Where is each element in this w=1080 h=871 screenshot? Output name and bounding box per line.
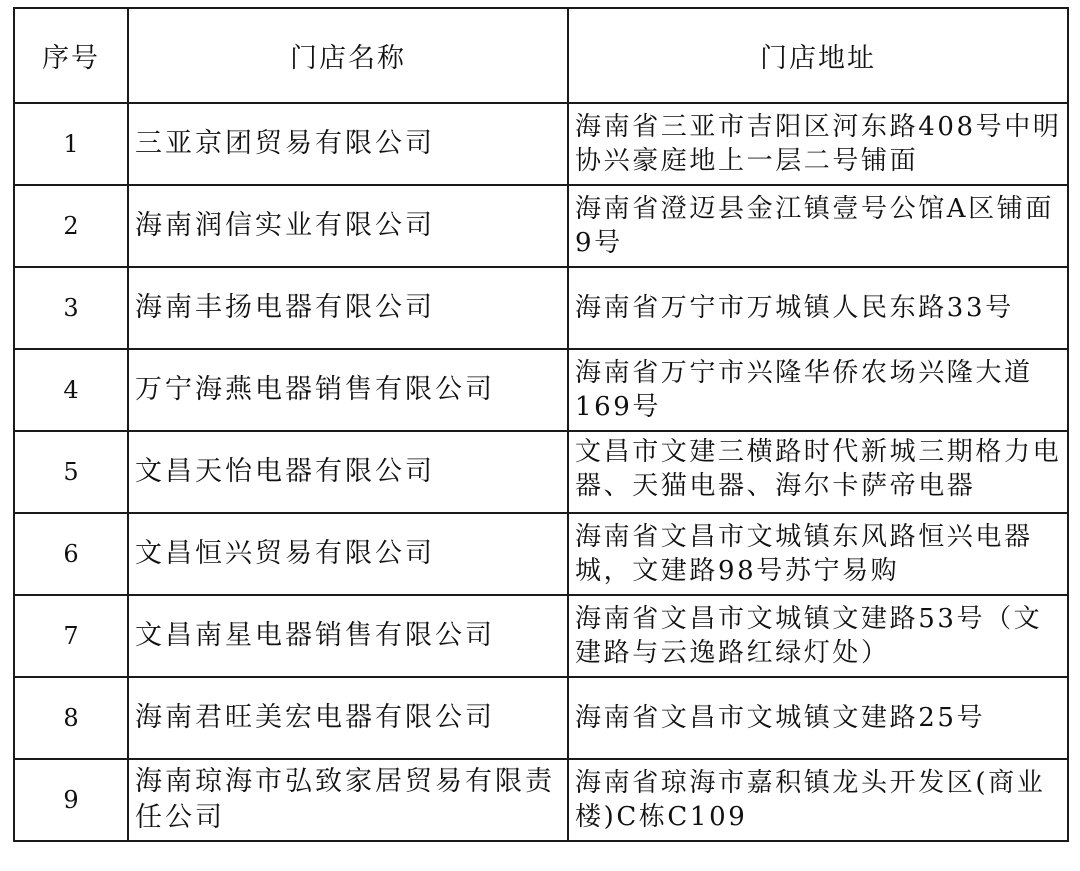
row-index: 8 [14,677,128,759]
store-address-cell [568,349,1068,431]
row-index: 9 [14,759,128,841]
table-row [14,759,1068,841]
store-list-table [13,7,1069,842]
store-address-cell [568,185,1068,267]
store-name: 海南润信实业有限公司 [128,185,568,267]
store-name: 海南君旺美宏电器有限公司 [128,677,568,759]
store-address-cell [568,103,1068,185]
header-store-name: 门店名称 [128,8,568,103]
row-index: 5 [14,431,128,513]
store-address-cell [568,595,1068,677]
header-index: 序号 [14,8,128,103]
store-name: 文昌南星电器销售有限公司 [128,595,568,677]
table-row [14,431,1068,513]
table-row [14,677,1068,759]
table-row [14,595,1068,677]
store-address: 海南省三亚市吉阳区河东路408号中明协兴豪庭地上一层二号铺面 [575,112,1062,176]
header-store-address: 门店地址 [568,8,1068,103]
store-address: 海南省琼海市嘉积镇龙头开发区(商业楼)C栋C109 [575,768,1046,832]
store-address-cell [568,513,1068,595]
store-name: 海南琼海市弘致家居贸易有限责任公司 [128,759,568,841]
store-name: 三亚京团贸易有限公司 [128,103,568,185]
store-address: 海南省文昌市文城镇文建路53号（文建路与云逸路红绿灯处） [575,604,1043,668]
row-index: 7 [14,595,128,677]
row-index: 2 [14,185,128,267]
row-index: 1 [14,103,128,185]
table-row [14,349,1068,431]
store-address-cell [568,431,1068,513]
store-address-cell [568,267,1068,349]
row-index: 6 [14,513,128,595]
table-row [14,267,1068,349]
store-address: 海南省澄迈县金江镇壹号公馆A区铺面9号 [575,194,1054,258]
store-name: 海南丰扬电器有限公司 [128,267,568,349]
store-address: 文昌市文建三横路时代新城三期格力电器、天猫电器、海尔卡萨帝电器 [575,437,1062,501]
table-header-row [14,8,1068,103]
table-row [14,185,1068,267]
store-address: 海南省万宁市兴隆华侨农场兴隆大道169号 [575,358,1033,422]
row-index: 4 [14,349,128,431]
table-row [14,103,1068,185]
store-address-cell [568,677,1068,759]
store-name: 文昌天怡电器有限公司 [128,431,568,513]
store-address-cell [568,759,1068,841]
store-address: 海南省文昌市文城镇文建路25号 [575,703,986,733]
store-name: 万宁海燕电器销售有限公司 [128,349,568,431]
store-list-table-container [13,7,1067,842]
table-row [14,513,1068,595]
row-index: 3 [14,267,128,349]
store-name: 文昌恒兴贸易有限公司 [128,513,568,595]
store-address: 海南省文昌市文城镇东风路恒兴电器城，文建路98号苏宁易购 [575,522,1033,586]
store-address: 海南省万宁市万城镇人民东路33号 [575,293,1014,323]
